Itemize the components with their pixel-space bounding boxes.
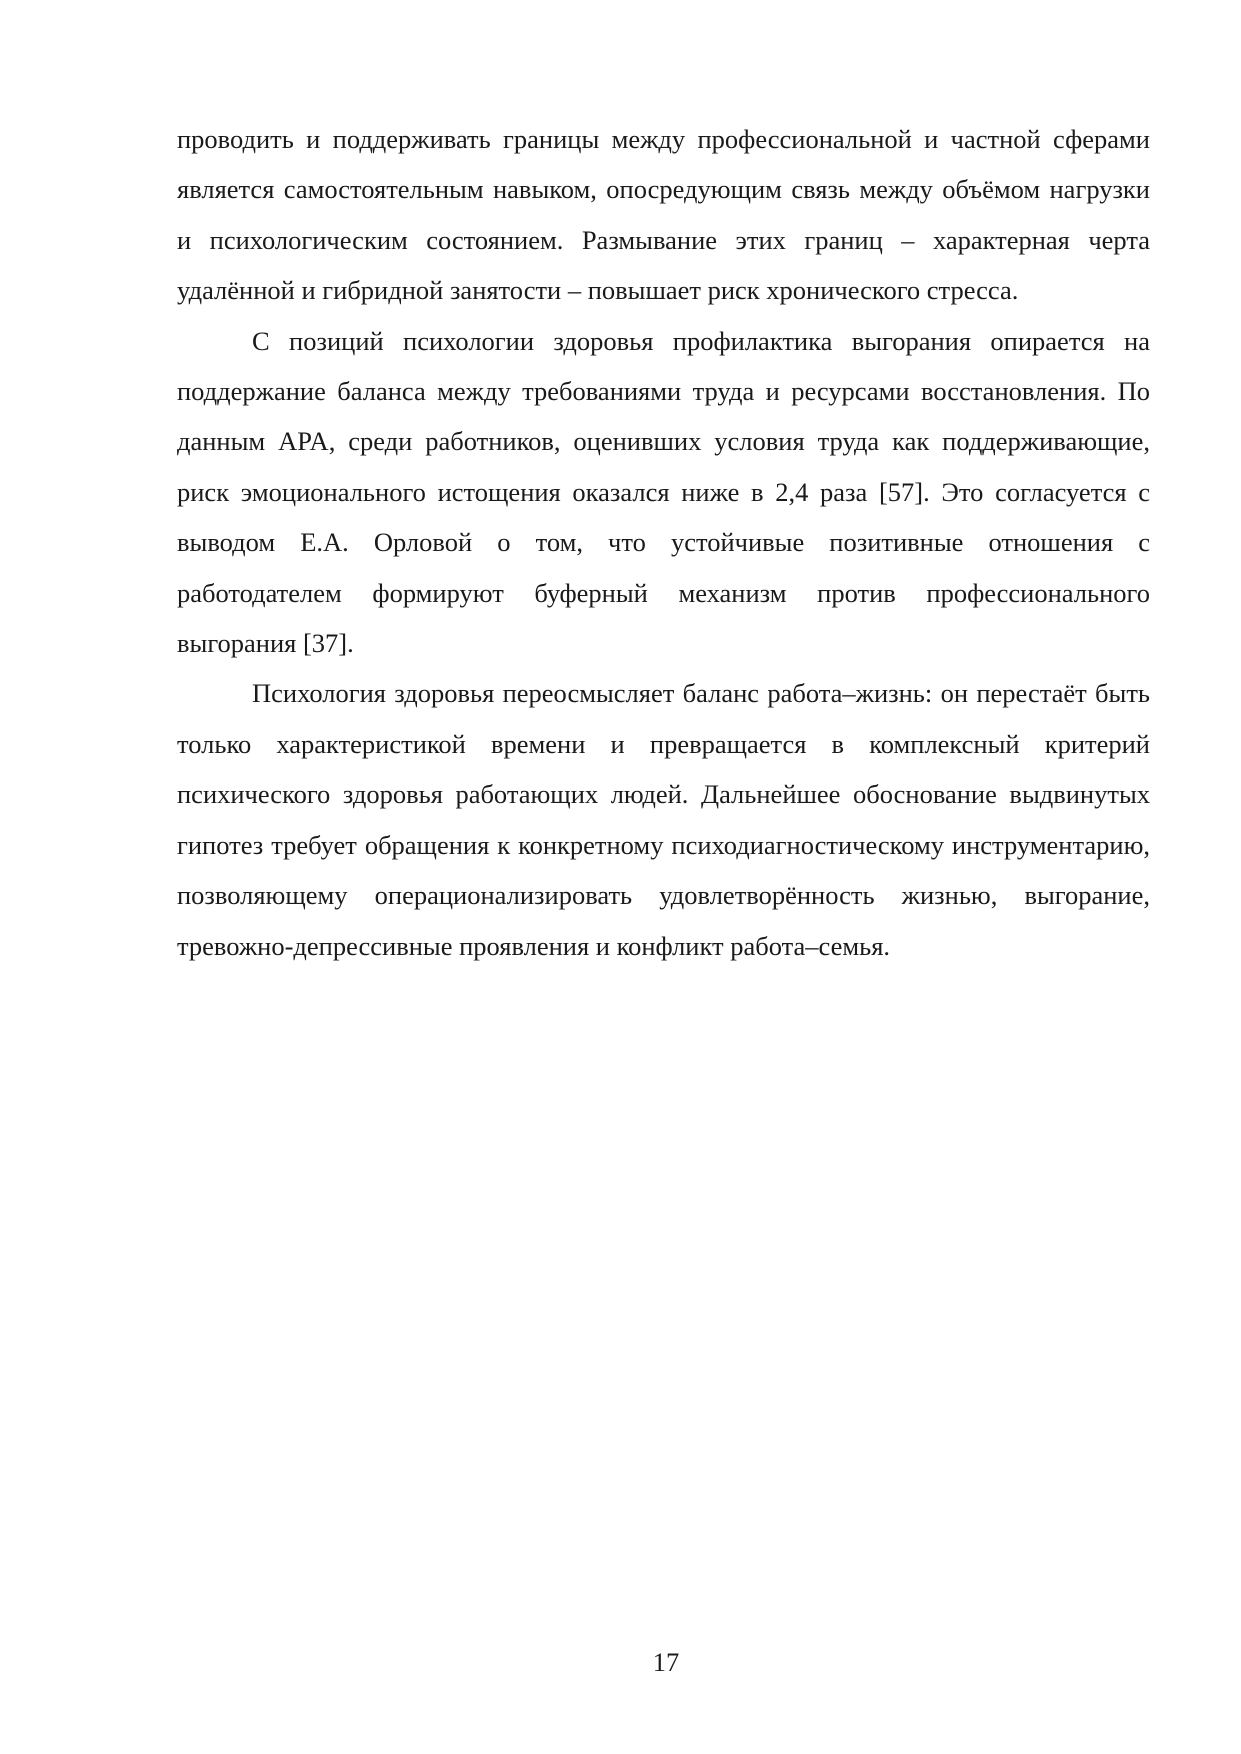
paragraph-continued: проводить и поддерживать границы между профессиональной и частной сферами является самостоятельным навыком, опосредующим связь между объёмом нагрузки и психологическим состоянием. Размывание этих границ – характерная черта удалённой и гибридной занятости – повышает риск хронического стресса. <box>177 124 1150 306</box>
paragraph-work-life-balance: Психология здоровья переосмысляет баланс работа–жизнь: он перестаёт быть только характеристикой времени и превращается в комплексный критерий психического здоровья работающих людей. Дальнейшее обоснование выдвинутых гипотез требует обращения к конкретному психодиагностическому инструментарию, позволяющему операционализировать удовлетворённость жизнью, выгорание, тревожно-депрессивные проявления и конфликт работа–семья. <box>177 678 1150 961</box>
paragraph-burnout-prevention: С позиций психологии здоровья профилактика выгорания опирается на поддержание баланса между требованиями труда и ресурсами восстановления. По данным APA, среди работников, оценивших условия труда как поддерживающие, риск эмоционального истощения оказался ниже в 2,4 раза [57]. Это согласуется с выводом Е.А. Орловой о том, что устойчивые позитивные отношения с работодателем формируют буферный механизм против профессионального выгорания [37]. <box>177 325 1150 659</box>
body-text <box>177 114 1150 971</box>
page-number: 17 <box>652 1647 680 1677</box>
